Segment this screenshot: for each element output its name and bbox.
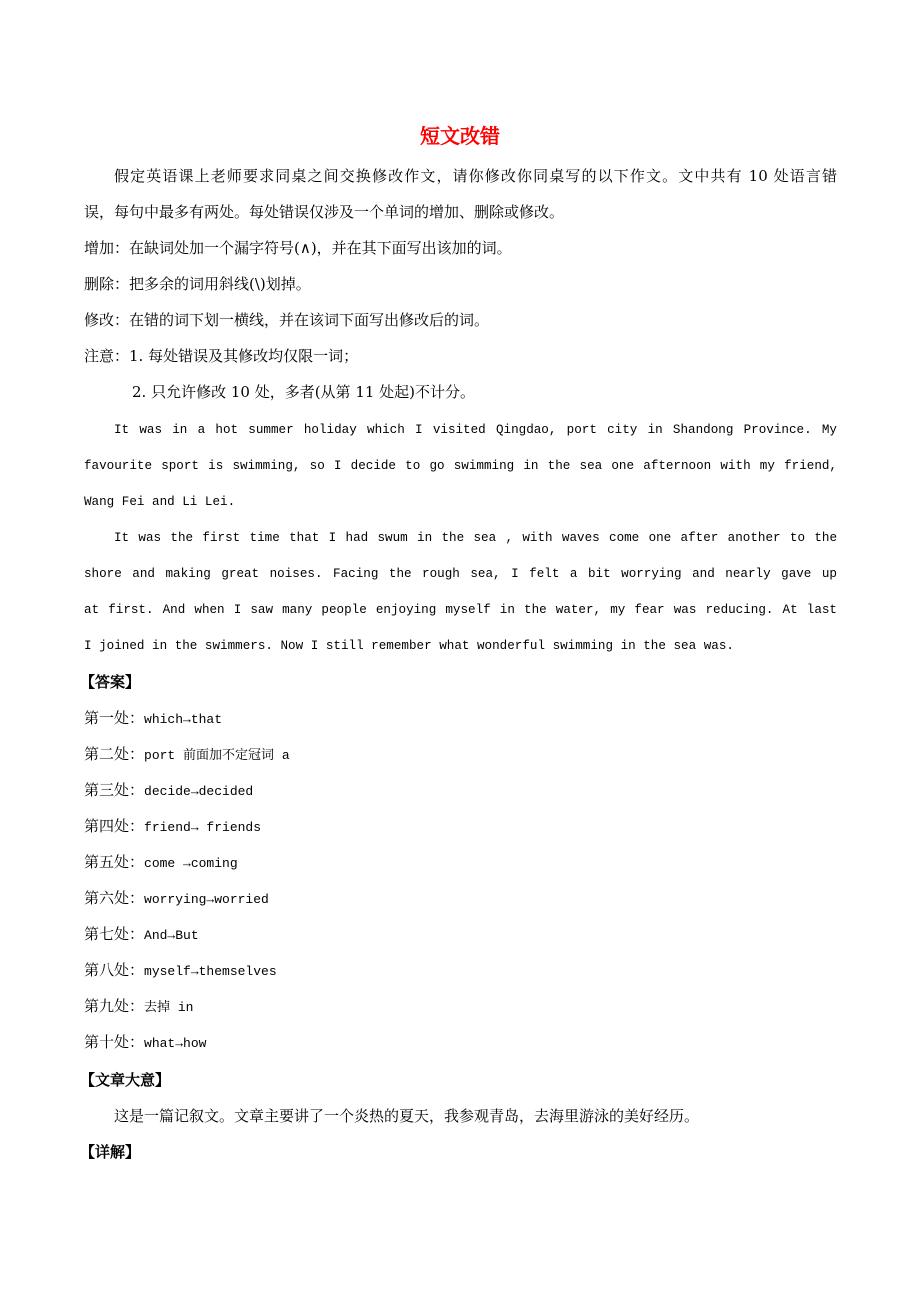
summary-text: 这是一篇记叙文。文章主要讲了一个炎热的夏天，我参观青岛，去海里游泳的美好经历。 — [114, 1107, 700, 1125]
passage-line: at first. And when I saw many people enjoying myself in the water, my fear was reducing. At last — [84, 603, 837, 617]
instruction-note2: 2. 只允许修改 10 处，多者(从第 11 处起)不计分。 — [132, 383, 476, 401]
answer-label: 第二处： — [84, 745, 145, 763]
answer-label: 第六处： — [84, 889, 145, 907]
answer-text: And→But — [144, 928, 199, 943]
answer-item — [84, 994, 837, 1018]
summary-heading: 【文章大意】 — [80, 1071, 171, 1089]
passage-line: favourite sport is swimming, so I decide to go swimming in the sea one afternoon with my friend, — [84, 459, 837, 473]
answer-item — [84, 1030, 837, 1054]
answer-label: 第七处： — [84, 925, 145, 943]
instruction-modify: 修改：在错的词下划一横线，并在该词下面写出修改后的词。 — [84, 311, 490, 329]
answer-text: friend→ friends — [144, 820, 262, 835]
answer-label: 第十处： — [84, 1033, 145, 1051]
detail-heading: 【详解】 — [80, 1143, 141, 1161]
answer-text: myself→themselves — [144, 964, 277, 979]
answer-item — [84, 778, 837, 802]
answer-item — [84, 922, 837, 946]
instruction-delete: 删除：把多余的词用斜线(\)划掉。 — [84, 275, 311, 293]
instruction-intro-line1: 假定英语课上老师要求同桌之间交换修改作文，请你修改你同桌写的以下作文。文中共有 10 处语言错 — [114, 167, 837, 185]
answer-text: what→how — [144, 1036, 207, 1051]
answer-label: 第九处： — [84, 997, 145, 1015]
answer-label: 第三处： — [84, 781, 145, 799]
answer-text: which→that — [144, 712, 223, 727]
answer-text: worrying→worried — [144, 892, 269, 907]
answer-item — [84, 706, 837, 730]
answer-label: 第一处： — [84, 709, 145, 727]
passage-line: It was the first time that I had swum in the sea , with waves come one after another to the — [114, 531, 837, 545]
answer-label: 第四处： — [84, 817, 145, 835]
answer-text: come →coming — [144, 856, 238, 871]
instruction-add: 增加：在缺词处加一个漏字符号(∧)，并在其下面写出该加的词。 — [84, 239, 512, 257]
passage-line: I joined in the swimmers. Now I still remember what wonderful swimming in the sea was. — [84, 639, 734, 653]
answer-heading: 【答案】 — [80, 673, 141, 691]
answer-item — [84, 886, 837, 910]
answer-item — [84, 958, 837, 982]
answer-item — [84, 814, 837, 838]
document-title: 短文改错 — [420, 124, 500, 148]
passage-line: shore and making great noises. Facing the rough sea, I felt a bit worrying and nearly gave up — [84, 567, 837, 581]
answer-text: decide→decided — [144, 784, 254, 799]
instruction-intro-line2: 误，每句中最多有两处。每处错误仅涉及一个单词的增加、删除或修改。 — [84, 203, 565, 221]
passage-line: Wang Fei and Li Lei. — [84, 495, 236, 509]
answer-item — [84, 742, 837, 766]
answer-text: port 前面加不定冠词 a — [144, 748, 290, 763]
answer-item — [84, 850, 837, 874]
answer-text: 去掉 in — [144, 1000, 194, 1015]
answer-label: 第五处： — [84, 853, 145, 871]
instruction-note1: 注意：1. 每处错误及其修改均仅限一词； — [84, 347, 359, 365]
answer-label: 第八处： — [84, 961, 145, 979]
passage-line: It was in a hot summer holiday which I visited Qingdao, port city in Shandong Province. My — [114, 423, 837, 437]
